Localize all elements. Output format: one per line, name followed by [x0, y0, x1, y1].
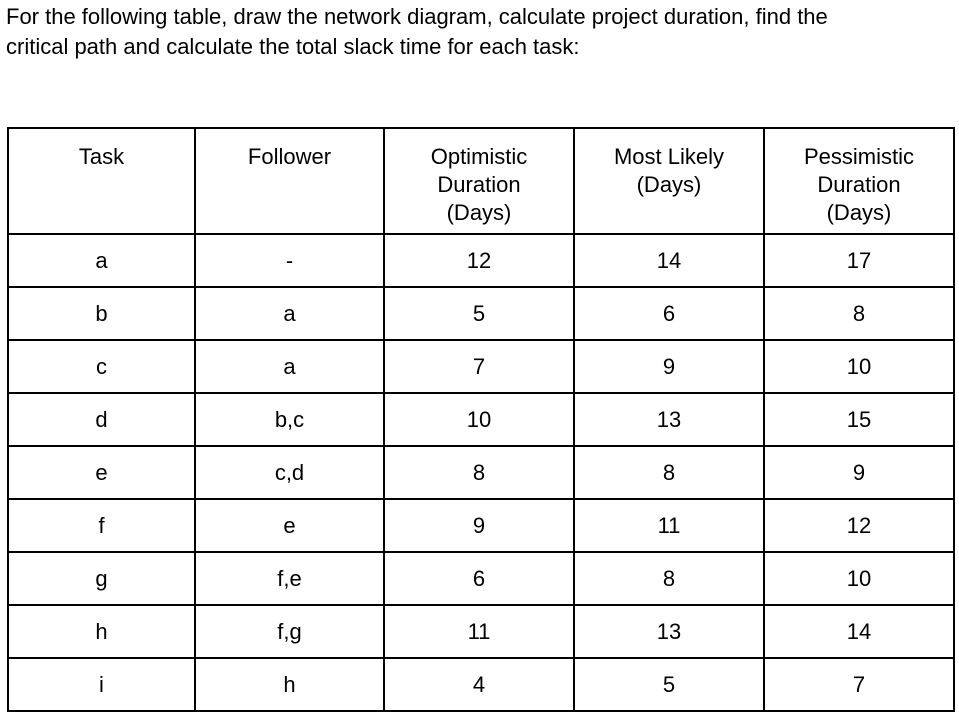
- cell-optimistic: 8: [384, 446, 574, 499]
- table-row: [8, 552, 954, 605]
- header-line: (Days): [826, 200, 892, 225]
- cell-most-likely: 13: [574, 605, 764, 658]
- cell-pessimistic: 9: [764, 446, 954, 499]
- table-row: [8, 393, 954, 446]
- cell-task: d: [8, 393, 195, 446]
- cell-task: a: [8, 234, 195, 287]
- cell-optimistic: 9: [384, 499, 574, 552]
- table-row: [8, 605, 954, 658]
- table-row: [8, 499, 954, 552]
- cell-most-likely: 11: [574, 499, 764, 552]
- header-follower: [195, 128, 384, 234]
- cell-follower: h: [195, 658, 384, 711]
- cell-pessimistic: 15: [764, 393, 954, 446]
- cell-most-likely: 14: [574, 234, 764, 287]
- cell-task: i: [8, 658, 195, 711]
- question-line-1: For the following table, draw the network diagram, calculate project duration, find the: [6, 4, 828, 29]
- cell-follower: a: [195, 287, 384, 340]
- cell-follower: f,g: [195, 605, 384, 658]
- table-row: [8, 234, 954, 287]
- header-line: Duration: [817, 172, 901, 197]
- cell-optimistic: 7: [384, 340, 574, 393]
- cell-most-likely: 8: [574, 446, 764, 499]
- cell-task: f: [8, 499, 195, 552]
- cell-optimistic: 6: [384, 552, 574, 605]
- header-line: Most Likely: [613, 144, 725, 169]
- cell-optimistic: 5: [384, 287, 574, 340]
- cell-pessimistic: 7: [764, 658, 954, 711]
- header-line: Follower: [247, 144, 332, 169]
- question-text: [6, 2, 946, 62]
- header-line: Optimistic: [430, 144, 528, 169]
- cell-optimistic: 11: [384, 605, 574, 658]
- question-line-2: critical path and calculate the total slack time for each task:: [6, 34, 580, 59]
- table-body: [8, 234, 954, 711]
- task-duration-table: [7, 127, 955, 712]
- cell-follower: a: [195, 340, 384, 393]
- cell-pessimistic: 8: [764, 287, 954, 340]
- cell-task: g: [8, 552, 195, 605]
- cell-optimistic: 10: [384, 393, 574, 446]
- cell-pessimistic: 17: [764, 234, 954, 287]
- table-row: [8, 340, 954, 393]
- header-line: (Days): [636, 172, 702, 197]
- table-row: [8, 287, 954, 340]
- cell-task: e: [8, 446, 195, 499]
- cell-optimistic: 12: [384, 234, 574, 287]
- cell-task: h: [8, 605, 195, 658]
- cell-task: c: [8, 340, 195, 393]
- cell-pessimistic: 10: [764, 340, 954, 393]
- header-line: (Days): [446, 200, 512, 225]
- header-line: Duration: [437, 172, 521, 197]
- header-line: Task: [78, 144, 125, 169]
- cell-pessimistic: 10: [764, 552, 954, 605]
- cell-follower: e: [195, 499, 384, 552]
- cell-follower: c,d: [195, 446, 384, 499]
- header-line: Pessimistic: [803, 144, 914, 169]
- cell-most-likely: 8: [574, 552, 764, 605]
- header-optimistic: [384, 128, 574, 234]
- table-header-row: [8, 128, 954, 234]
- table-row: [8, 658, 954, 711]
- cell-most-likely: 13: [574, 393, 764, 446]
- cell-pessimistic: 14: [764, 605, 954, 658]
- cell-follower: f,e: [195, 552, 384, 605]
- cell-task: b: [8, 287, 195, 340]
- header-task: [8, 128, 195, 234]
- cell-follower: -: [195, 234, 384, 287]
- cell-most-likely: 5: [574, 658, 764, 711]
- cell-pessimistic: 12: [764, 499, 954, 552]
- cell-follower: b,c: [195, 393, 384, 446]
- cell-most-likely: 9: [574, 340, 764, 393]
- table-row: [8, 446, 954, 499]
- header-pessimistic: [764, 128, 954, 234]
- cell-most-likely: 6: [574, 287, 764, 340]
- header-most-likely: [574, 128, 764, 234]
- cell-optimistic: 4: [384, 658, 574, 711]
